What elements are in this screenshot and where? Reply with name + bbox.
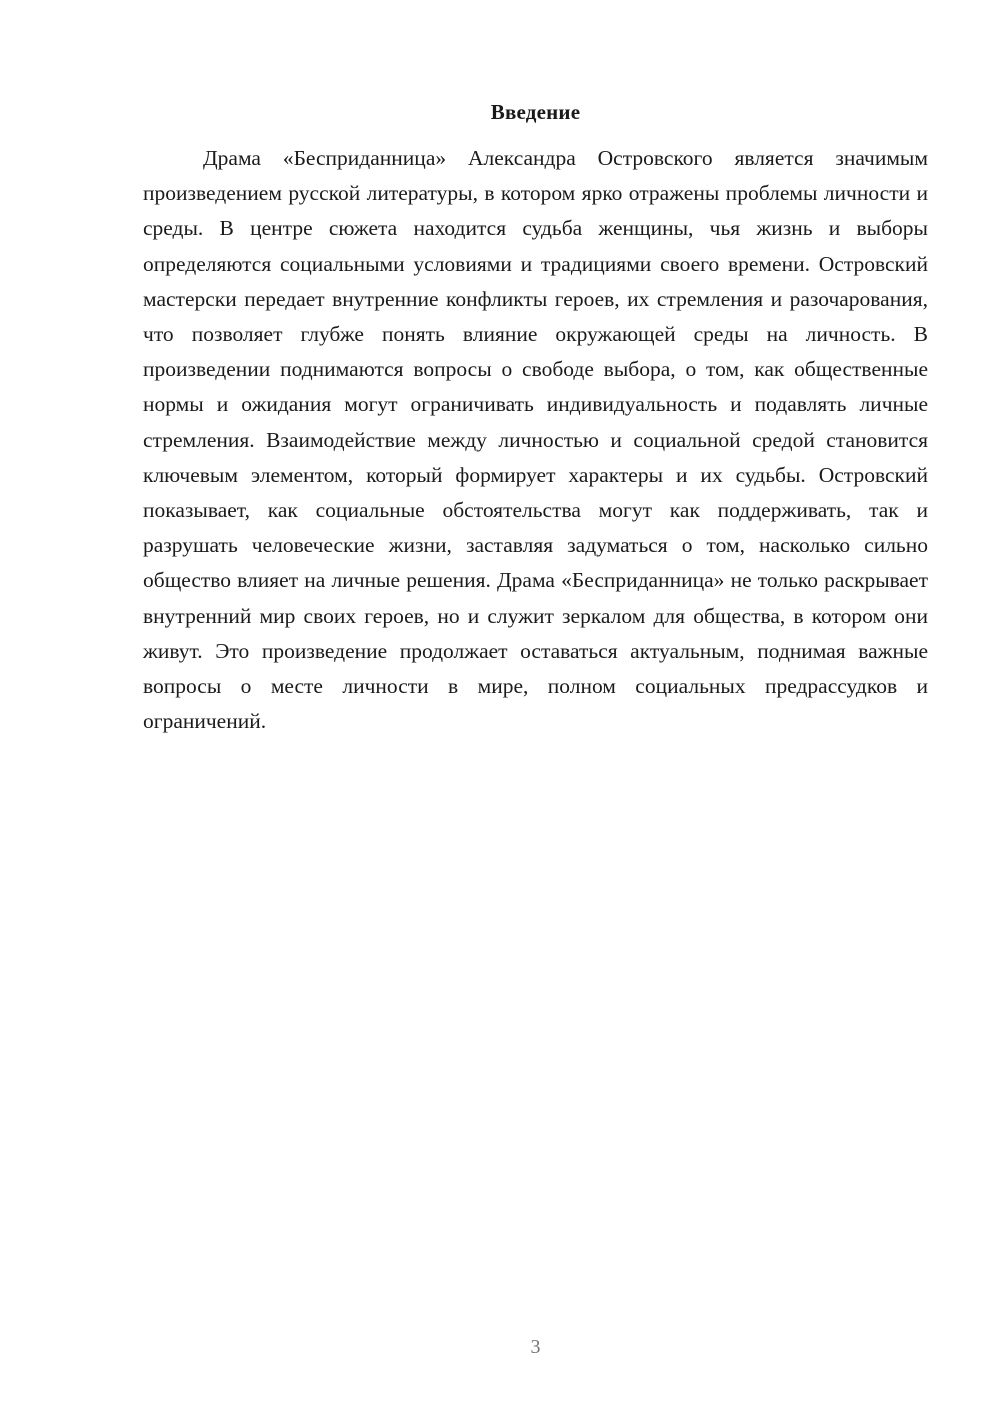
body-paragraph: Драма «Бесприданница» Александра Островского является значимым произведением русской литературы, в котором ярко отражены проблемы личности и среды. В центре сюжета находится судьба женщины, чья жизнь и выборы определяются социальными условиями и традициями своего времени. Островский мастерски передает внутренние конфликты героев, их стремления и разочарования, что позволяет глубже понять влияние окружающей среды на личность. В произведении поднимаются вопросы о свободе выбора, о том, как общественные нормы и ожидания могут ограничивать индивидуальность и подавлять личные стремления. Взаимодействие между личностью и социальной средой становится ключевым элементом, который формирует характеры и их судьбы. Островский показывает, как социальные обстоятельства могут как поддерживать, так и разрушать человеческие жизни, заставляя задуматься о том, насколько сильно общество влияет на личные решения. Драма «Бесприданница» не только раскрывает внутренний мир своих героев, но и служит зеркалом для общества, в котором они живут. Это произведение продолжает оставаться актуальным, поднимая важные вопросы о месте личности в мире, полном социальных предрассудков и ограничений. <box>143 146 928 734</box>
section-heading: Введение <box>490 100 581 124</box>
page-number: 3 <box>530 1336 541 1358</box>
